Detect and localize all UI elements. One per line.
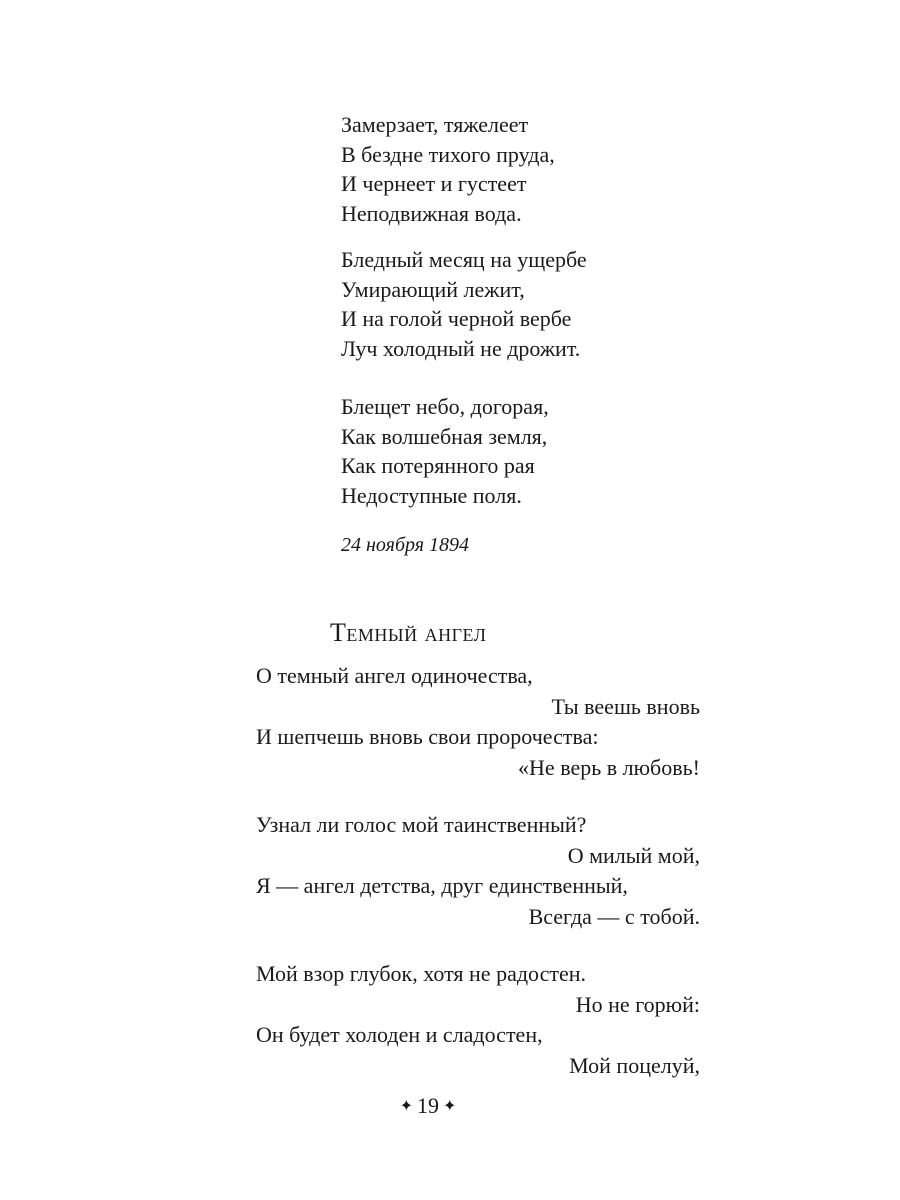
verse-line: Блещет небо, догорая, [341, 394, 549, 419]
verse-line: И шепчешь вновь свои пророчества: [256, 724, 599, 749]
verse-line: Как волшебная земля, [341, 423, 548, 449]
verse-line: Луч холодный не дрожит. [341, 335, 581, 361]
stanza [341, 245, 761, 363]
verse-line: Он будет холоден и сладостен, [256, 1022, 543, 1047]
page-footer [0, 1091, 856, 1121]
poem-dark-angel [256, 661, 700, 1081]
verse-line: Узнал ли голос мой таинственный? [256, 812, 587, 837]
verse-line: В бездне тихого пруда, [341, 141, 555, 167]
stanza [256, 661, 700, 783]
verse-line-indented: Мой поцелуй, [569, 1052, 700, 1078]
verse-line: Как потерянного рая [341, 453, 535, 478]
stanza [256, 810, 700, 932]
verse-line-indented: Всегда — с тобой. [528, 903, 700, 929]
poem-date: 24 ноября 1894 [341, 534, 470, 556]
verse-line-indented: Ты веешь вновь [551, 693, 700, 719]
verse-line: Неподвижная вода. [341, 200, 522, 226]
verse-line: И на голой черной вербе [341, 306, 572, 331]
verse-line: Я — ангел детства, друг единственный, [256, 873, 628, 898]
four-pointed-star-icon: ✦ [399, 1096, 413, 1115]
stanza [256, 959, 700, 1081]
poem-title: Темный ангел [330, 618, 487, 647]
verse-line-indented: Но не горюй: [575, 991, 700, 1017]
verse-line-indented: О милый мой, [567, 842, 700, 868]
stanza [341, 392, 761, 510]
verse-line: Умирающий лежит, [341, 276, 525, 302]
verse-line: И чернеет и густеет [341, 171, 527, 196]
four-pointed-star-icon: ✦ [443, 1096, 457, 1115]
verse-line: Мой взор глубок, хотя не радостен. [256, 961, 586, 986]
verse-line: О темный ангел одиночества, [256, 663, 533, 688]
verse-line: Бледный месяц на ущербе [341, 247, 587, 272]
verse-line: Замерзает, тяжелеет [341, 112, 529, 137]
poem-untitled [341, 110, 761, 559]
verse-line: Недоступные поля. [341, 482, 522, 508]
verse-line-indented: «Не верь в любовь! [518, 754, 700, 780]
stanza [341, 110, 761, 228]
page-number: 19 [417, 1093, 439, 1118]
